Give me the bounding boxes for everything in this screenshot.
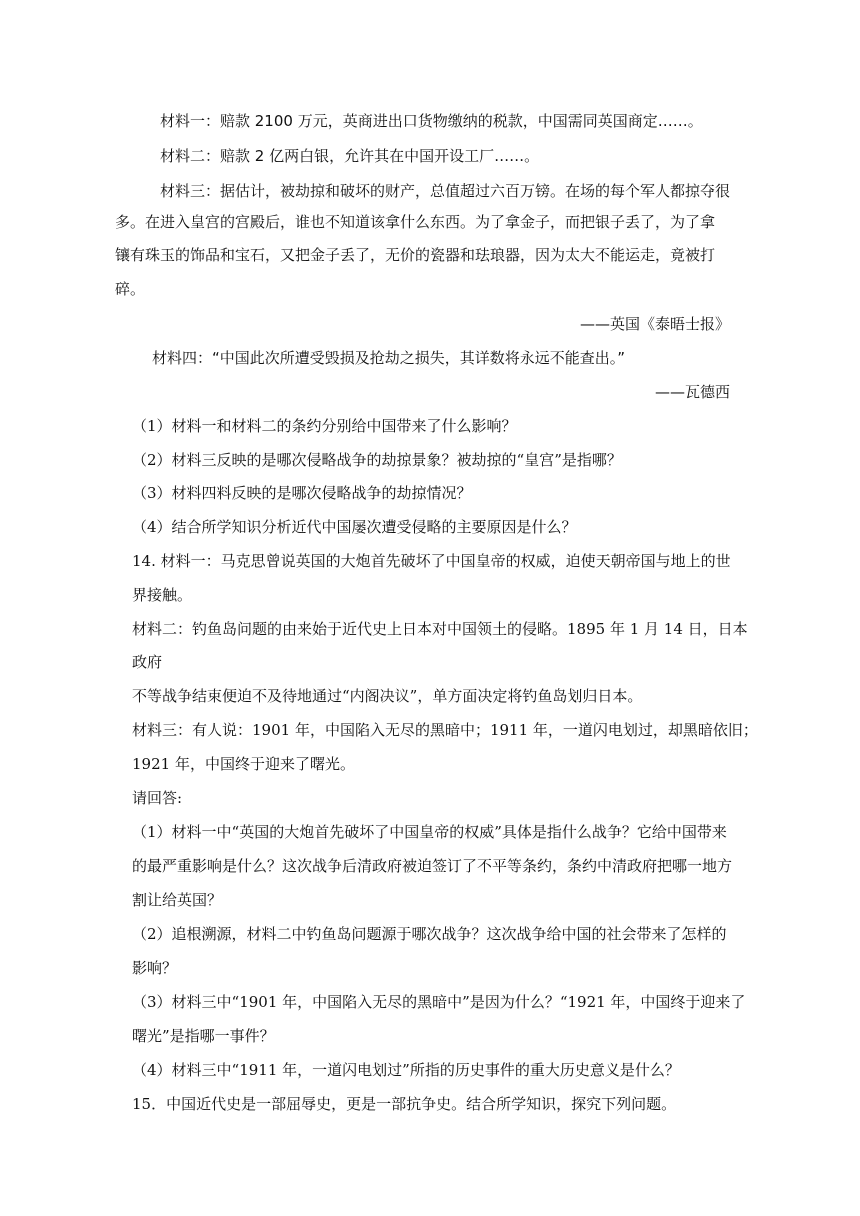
q14-line-12: （2）追根溯源，材料二中钓鱼岛问题源于哪次战争？这次战争给中国的社会带来了怎样的 xyxy=(132,925,727,943)
material-4-source: ——瓦德西 xyxy=(654,383,730,401)
q14-line-15: 曙光”是指哪一事件？ xyxy=(132,1027,275,1045)
q13-subquestion-1: （1）材料一和材料二的条约分别给中国带来了什么影响？ xyxy=(132,417,517,435)
q14-line-3: 材料二：钓鱼岛问题的由来始于近代史上日本对中国领土的侵略。1895 年 1 月 14 日，日本 xyxy=(132,620,748,638)
q14-line-8: 请回答: xyxy=(132,789,183,807)
material-4: 材料四：“中国此次所遭受毁损及抢劫之损失，其详数将永远不能查出。” xyxy=(152,349,626,367)
q15-line: 15．中国近代史是一部屈辱史，更是一部抗争史。结合所学知识，探究下列问题。 xyxy=(132,1095,677,1113)
material-3-line-3: 镶有珠玉的饰品和宝石，又把金子丢了，无价的瓷器和珐琅器，因为太大不能运走，竟被打 xyxy=(115,246,716,264)
material-1: 材料一：赔款 2100 万元，英商进出口货物缴纳的税款，中国需同英国商定……。 xyxy=(160,112,703,130)
q14-line-6: 材料三：有人说：1901 年，中国陷入无尽的黑暗中；1911 年，一道闪电划过，却黑暗依旧； xyxy=(132,721,758,739)
q14-line-4: 政府 xyxy=(132,653,163,671)
q14-line-13: 影响？ xyxy=(132,959,178,977)
q13-subquestion-4: （4）结合所学知识分析近代中国屡次遭受侵略的主要原因是什么？ xyxy=(132,518,577,536)
q14-line-2: 界接触。 xyxy=(132,586,193,604)
material-3-source: ——英国《泰晤士报》 xyxy=(579,315,730,333)
q13-subquestion-2: （2）材料三反映的是哪次侵略战争的劫掠景象？被劫掠的“皇宫”是指哪？ xyxy=(132,451,622,469)
q14-line-5: 不等战争结束便迫不及待地通过“内阁决议”，单方面决定将钓鱼岛划归日本。 xyxy=(132,687,643,705)
q14-line-16: （4）材料三中“1911 年，一道闪电划过”所指的历史事件的重大历史意义是什么？ xyxy=(132,1061,680,1079)
q14-line-14: （3）材料三中“1901 年，中国陷入无尽的黑暗中”是因为什么？“1921 年，中国终于迎来了 xyxy=(132,993,746,1011)
q14-line-10: 的最严重影响是什么？这次战争后清政府被迫签订了不平等条约，条约中清政府把哪一地方 xyxy=(132,857,733,875)
material-3-line-1: 材料三：据估计，被劫掠和破坏的财产，总值超过六百万镑。在场的每个军人都掠夺很 xyxy=(160,182,731,200)
material-2: 材料二：赔款 2 亿两白银，允许其在中国开设工厂……。 xyxy=(160,147,540,165)
q14-line-9: （1）材料一中“英国的大炮首先破坏了中国皇帝的权威”具体是指什么战争？它给中国带来 xyxy=(132,823,727,841)
q13-subquestion-3: （3）材料四料反映的是哪次侵略战争的劫掠情况？ xyxy=(132,484,472,502)
q14-line-11: 割让给英国？ xyxy=(132,891,223,909)
material-3-line-2: 多。在进入皇宫的宫殿后，谁也不知道该拿什么东西。为了拿金子，而把银子丢了，为了拿 xyxy=(115,213,716,231)
material-3-line-4: 碎。 xyxy=(115,280,146,298)
q14-line-1: 14. 材料一：马克思曾说英国的大炮首先破坏了中国皇帝的权威，迫使天朝帝国与地上的世 xyxy=(132,552,731,570)
q14-line-7: 1921 年，中国终于迎来了曙光。 xyxy=(132,755,355,773)
